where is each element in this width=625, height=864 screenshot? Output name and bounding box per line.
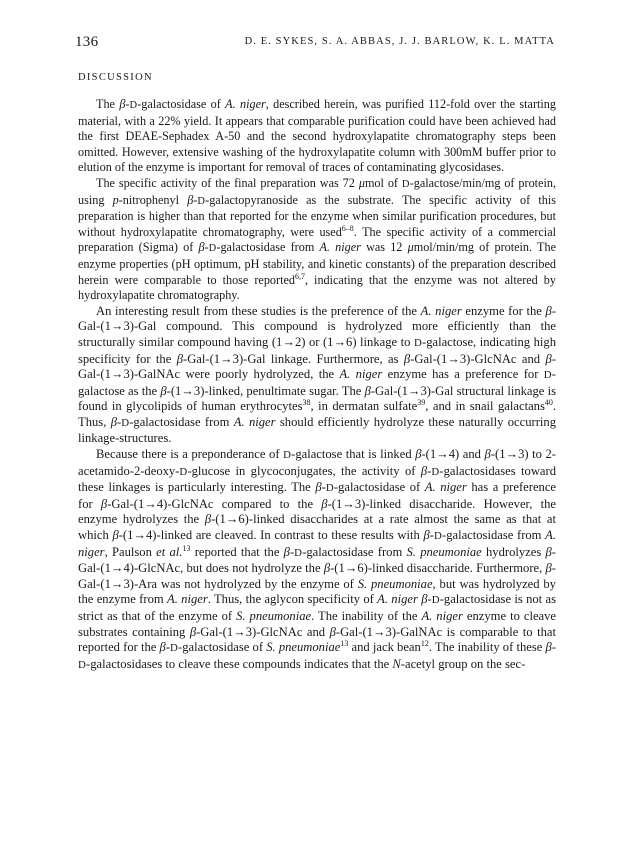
text-run: -(1→3) to 2-acetamido-2-deoxy- (78, 447, 557, 478)
text-run: - (551, 640, 556, 655)
text-run: - (204, 240, 209, 255)
text-run: has a preference for (78, 480, 557, 511)
italic-text: β (119, 97, 126, 111)
reference-superscript: 13 (182, 543, 191, 553)
paragraph (78, 176, 556, 304)
text-run: D (325, 482, 334, 495)
italic-text: β (189, 624, 197, 639)
text-run: . The inability of these (428, 640, 546, 655)
italic-text: β (403, 351, 411, 366)
text-run: D (197, 195, 206, 207)
text-run: enzyme for the (461, 303, 546, 318)
italic-text: A. niger (319, 240, 361, 255)
text-run: -Gal-(1→3)-Gal compound. This compound is hydrolyzed more efficiently than the structurally similar compound having (1→2) or (1→6) linkage to (78, 303, 556, 349)
text-run: -Gal-(1→4)-GlcNAc, but does not hydrolyze the (78, 544, 556, 576)
italic-text: β (420, 463, 428, 478)
italic-text: β (321, 496, 328, 511)
text-run: , and in snail galactans (425, 399, 545, 414)
text-run: The (96, 97, 120, 111)
text-run: and jack bean (348, 640, 421, 655)
italic-text: β (100, 496, 108, 511)
italic-text: β (545, 561, 552, 576)
italic-text: N (392, 656, 401, 671)
text-run: -(1→3)-linked disaccharide. However, the enzyme hydrolyzes the (78, 496, 556, 527)
text-run: -galactopyranoside as the substrate. The specific activity of this preparation is higher than that reported for the enzyme when similar purification procedures, but without hydroxylapatite chromatography, were used (78, 192, 556, 239)
text-run: -galactosidase from (216, 240, 320, 255)
italic-text: S. pneumoniae (236, 609, 312, 623)
italic-text: A. niger (225, 97, 266, 111)
text-run: . The inability of the (311, 609, 422, 623)
italic-text: β (198, 240, 205, 255)
text-run: -galactosidase from (442, 528, 546, 543)
section-heading: DISCUSSION (78, 72, 153, 83)
reference-superscript: 6–8 (341, 223, 354, 233)
text-run: D (433, 530, 442, 543)
italic-text: β (176, 351, 183, 366)
reference-superscript: 13 (340, 639, 349, 649)
reference-superscript: 39 (417, 398, 426, 408)
paragraph (78, 447, 556, 673)
text-run: -(1→6)-linked disaccharide. Furthermore, (330, 561, 546, 576)
italic-text: β (112, 528, 119, 543)
italic-text: A. niger (233, 414, 276, 429)
reference-superscript: 12 (420, 639, 429, 649)
italic-text: et al. (156, 544, 183, 559)
italic-text: S. pneumoniae (406, 544, 482, 559)
text-run: mol of (364, 175, 402, 190)
text-run: , indicating that the enzyme was not altered by hydroxylapatite chromatography. (78, 272, 556, 303)
text-run: D (179, 465, 188, 478)
italic-text: β (364, 383, 371, 398)
italic-text: β (315, 480, 322, 495)
text-run: . Thus, (78, 399, 557, 429)
italic-text: A. niger (424, 480, 467, 495)
text-run: -galactosidase from (129, 414, 234, 429)
page-header (75, 34, 555, 54)
text-run: enzyme to cleave substrates containing (78, 609, 557, 639)
italic-text: β (484, 447, 491, 462)
text-run: -Gal-(1→3)-GlcNAc and (196, 624, 330, 639)
text-run: An interesting result from these studies is the preference of the (96, 303, 421, 318)
italic-text: β (323, 561, 331, 576)
text-run: -galactose as the (78, 367, 556, 398)
text-run: - (125, 97, 130, 111)
italic-text: β (545, 640, 552, 655)
text-run: -galactose/min/mg of protein, using (78, 175, 556, 207)
text-run: -Gal-(1→3)-Gal structural linkage is found in glycolipids of human erythrocytes (78, 383, 556, 414)
text-run: - (193, 192, 198, 207)
text-run: -Gal-(1→3)-GalNAc were poorly hydrolyzed, the (78, 351, 556, 382)
text-run: - (289, 544, 295, 559)
paragraph (78, 304, 556, 447)
text-run: -galactosidase of (178, 640, 267, 655)
text-run: - (429, 528, 434, 543)
text-run: D (283, 449, 292, 462)
text-run: D (431, 465, 440, 478)
text-run: -Gal-(1→4)-GlcNAc compared to the (107, 496, 322, 511)
italic-text: A. niger (339, 367, 383, 382)
text-run: - (427, 592, 432, 607)
text-run: -(1→3)-linked, penultimate sugar. The (166, 383, 365, 398)
body-text (78, 97, 556, 673)
italic-text: μ (358, 175, 365, 190)
italic-text: β (187, 192, 194, 207)
text-run: D (401, 178, 410, 190)
italic-text: β (110, 414, 117, 429)
paragraph (78, 97, 556, 176)
italic-text: A. niger (78, 528, 556, 559)
text-run: D (413, 336, 422, 349)
text-run: hydrolyzes (481, 544, 546, 559)
text-run: -Gal-(1→3)-GlcNAc and (410, 351, 546, 366)
text-run: should efficiently hydrolyze these naturally occurring linkage-structures. (78, 414, 557, 446)
text-run: The specific activity of the final preparation was 72 (96, 175, 359, 190)
page-number: 136 (75, 34, 99, 50)
italic-text: β (545, 303, 552, 318)
text-run: , Paulson (104, 544, 157, 559)
text-run: -galactosidases to cleave these compounds indicates that the (86, 656, 393, 671)
text-run: -Gal-(1→3)-Gal linkage. Furthermore, as (183, 351, 404, 366)
text-run: -Gal-(1→3)-Ara was not hydrolyzed by the enzyme of (78, 561, 556, 591)
italic-text: β (545, 351, 552, 366)
text-run: D (170, 642, 179, 655)
text-run: enzyme has a preference for (382, 367, 544, 382)
text-run: D (543, 369, 552, 382)
italic-text: β (545, 544, 552, 559)
italic-text: A. niger (167, 592, 208, 607)
reference-superscript: 6,7 (294, 271, 305, 281)
reference-superscript: 38 (302, 398, 311, 408)
italic-text: A. niger (420, 303, 462, 318)
italic-text: β (283, 544, 290, 559)
text-run: -Gal-(1→3)-GalNAc is comparable to that reported for the (78, 624, 556, 655)
text-run: -(1→4)-linked are cleaved. In contrast to these results with (118, 528, 424, 543)
text-run: -(1→4) and (421, 447, 485, 462)
text-run: -galactosidase of (333, 480, 425, 495)
italic-text: β (204, 512, 212, 527)
italic-text: A. niger (377, 592, 418, 607)
text-run: -nitrophenyl (118, 192, 188, 207)
text-run: reported that the (190, 544, 284, 559)
reference-superscript: 40 (544, 398, 553, 408)
text-run: -glucose in glycoconjugates, the activity of (187, 463, 421, 478)
italic-text: β (415, 447, 422, 462)
text-run: - (165, 640, 171, 655)
text-run: -(1→6)-linked disaccharides at a rate almost the same as that at which (78, 512, 556, 543)
text-run: mol/min/mg of protein. The enzyme properties (pH optimum, pH stability, and kinetic constants) of the preparation described herein were comparable to those reported (78, 240, 556, 287)
text-run: -acetyl group on the sec- (400, 656, 526, 671)
text-run: -galactose, indicating high specificity for the (78, 334, 556, 366)
text-run: D (78, 658, 87, 671)
italic-text: β (421, 592, 428, 607)
text-run: -galactosidase from (302, 544, 407, 559)
text-run: , in dermatan sulfate (310, 399, 418, 414)
text-run: . The specific activity of a commercial preparation (Sigma) of (78, 224, 556, 255)
text-run: . Thus, the aglycon specificity of (207, 592, 378, 607)
italic-text: β (160, 383, 167, 398)
italic-text: β (159, 640, 166, 655)
italic-text: μ (407, 240, 414, 255)
italic-text: S. pneumoniae (357, 576, 433, 591)
text-run: D (121, 416, 130, 429)
italic-text: β (329, 624, 336, 639)
italic-text: p (112, 192, 119, 207)
text-run: -galactosidase is not as strict as that of the enzyme of (78, 592, 556, 623)
text-run: - (116, 414, 122, 429)
running-head: D. E. SYKES, S. A. ABBAS, J. J. BARLOW, K. L. MATTA (244, 36, 555, 47)
text-run: -galactose that is linked (291, 447, 416, 462)
text-run: -galactosidases toward these linkages is particularly interesting. The (78, 463, 557, 495)
text-run: D (294, 546, 303, 559)
text-run: was 12 (360, 240, 408, 255)
text-run: D (208, 243, 217, 255)
italic-text: A. niger (421, 609, 463, 623)
italic-text: S. pneumoniae (266, 640, 341, 655)
text-run: -galactosidase of (137, 97, 226, 111)
text-run: D (129, 100, 138, 111)
text-run: , but was hydrolyzed by the enzyme from (78, 576, 556, 607)
text-run: Because there is a preponderance of (96, 447, 284, 462)
text-run: - (427, 463, 432, 478)
text-run: - (321, 480, 326, 495)
italic-text: β (423, 528, 430, 543)
text-run: D (431, 594, 440, 607)
text-run: , described herein, was purified 112-fold over the starting material, with a 22% yield. It appears that comparable purification could have been achieved had the first DEAE-Sephadex A-50 and the second hydroxylapatite chromatography steps been omitted. However, extensive washing of the hydroxylapatite column with 300mM buffer prior to elution of the enzyme is important for removal of traces of contaminating glycosidases. (78, 97, 556, 175)
